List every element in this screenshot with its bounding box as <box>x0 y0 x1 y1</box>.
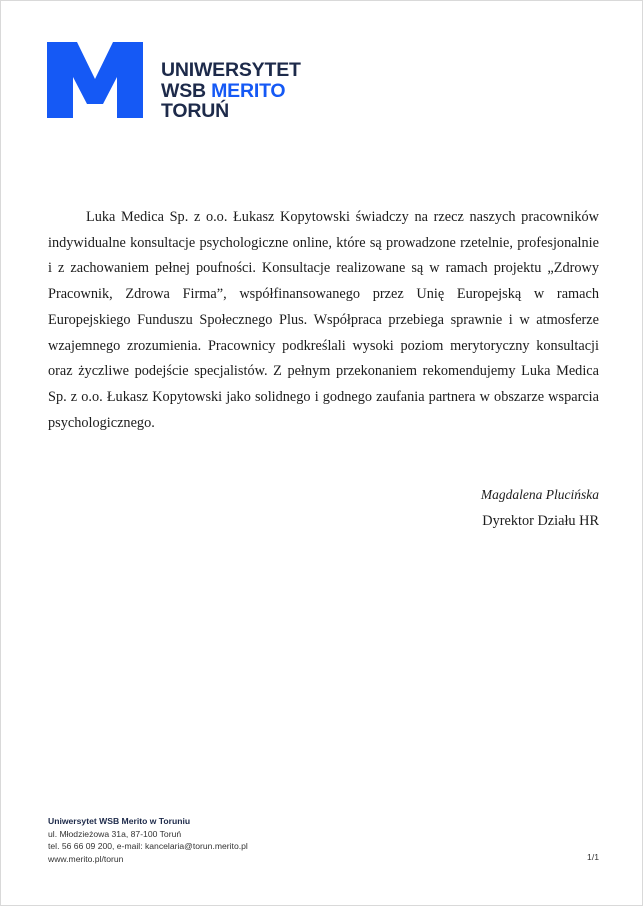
university-logo <box>47 42 301 122</box>
logo-merito: MERITO <box>211 79 286 102</box>
footer-org: Uniwersytet WSB Merito w Toruniu <box>48 816 191 826</box>
logo-line-3: TORUŃ <box>161 100 229 122</box>
merito-m-logo-icon <box>47 42 143 118</box>
signature-title: Dyrektor Działu HR <box>482 513 599 529</box>
footer <box>48 815 248 865</box>
footer-website: www.merito.pl/torun <box>48 853 124 864</box>
logo-wsb: WSB <box>161 79 206 102</box>
logo-line-1: UNIWERSYTET <box>161 59 301 81</box>
logo-wordmark <box>161 60 301 122</box>
signature-name: Magdalena Plucińska <box>480 487 599 502</box>
footer-contact: tel. 56 66 09 200, e-mail: kancelaria@torun.merito.pl <box>48 841 248 852</box>
footer-address: ul. Młodzieżowa 31a, 87-100 Toruń <box>48 828 182 839</box>
page-number: 1/1 <box>587 852 599 862</box>
logo-line-2 <box>161 81 301 102</box>
letter-body: Luka Medica Sp. z o.o. Łukasz Kopytowski świadczy na rzecz naszych pracowników indywidualne konsultacje psychologiczne online, które są prowadzone rzetelnie, profesjonalnie i z zachowaniem pełnej poufności. Konsultacje realizowane są w ramach projektu „Zdrowy Pracownik, Zdrowa Firma”, współfinansowanego przez Unię Europejską w ramach Europejskiego Funduszu Społecznego Plus. Współpraca przebiega sprawnie i w atmosferze wzajemnego zrozumienia. Pracownicy podkreślali wysoki poziom merytoryczny konsultacji oraz życzliwe podejście specjalistów. Z pełnym przekonaniem rekomendujemy Luka Medica Sp. z o.o. Łukasz Kopytowski jako solidnego i godnego zaufania partnera w obszarze wsparcia psychologicznego. <box>48 209 599 431</box>
